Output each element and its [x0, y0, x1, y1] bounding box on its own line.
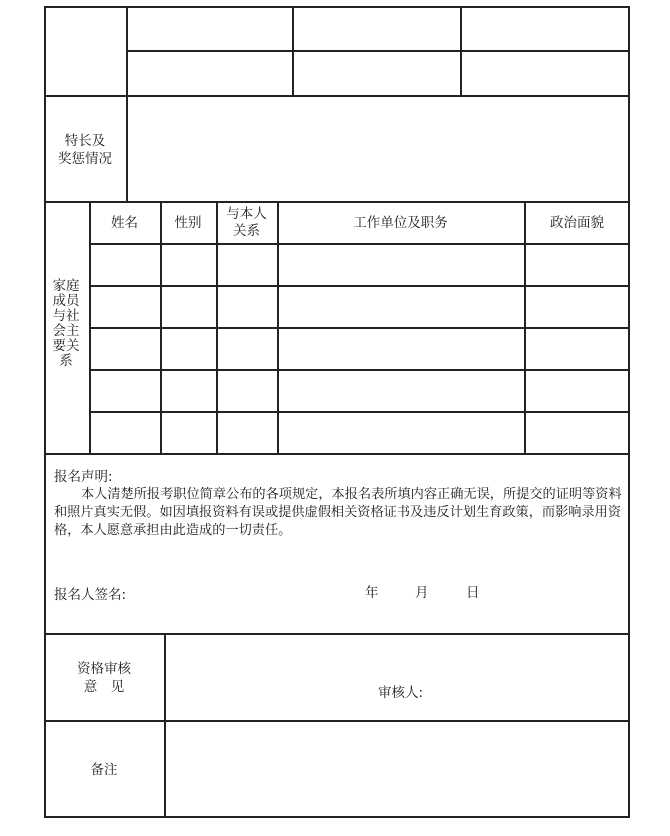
header-gender: 性别 — [174, 215, 202, 231]
date-year: 年 — [365, 585, 379, 601]
review-label-line2: 意 见 — [83, 679, 125, 695]
specialty-label-line2: 奖惩情况 — [58, 151, 112, 167]
family-row-1 — [89, 243, 630, 245]
family-row-4 — [89, 369, 630, 371]
remarks-label: 备注 — [90, 762, 118, 778]
review-divider — [164, 633, 166, 818]
declaration-text: 本人清楚所报考职位简章公布的各项规定，本报名表所填内容正确无误，所提交的证明等资料和照片真实无假。如因填报资料有误或提供虚假相关资格证书及违反计划生育政策，而影响录用资格，本人愿意承担由此造成的一切责任。 — [54, 487, 622, 538]
border-left — [44, 6, 46, 818]
family-relations-label: 家庭成员与社会主要关系 — [52, 278, 80, 369]
header-relation-line2: 关系 — [233, 223, 260, 239]
specialty-divider — [126, 95, 128, 202]
header-relation-line1: 与本人 — [226, 206, 267, 222]
declaration-title: 报名声明: — [54, 469, 113, 485]
header-politics: 政治面貌 — [550, 215, 604, 231]
review-label-line1: 资格审核 — [77, 661, 131, 677]
reviewer-label: 审核人: — [378, 685, 424, 701]
date-day: 日 — [466, 585, 480, 601]
family-bottom — [44, 453, 630, 455]
family-row-2 — [89, 285, 630, 287]
specialty-label-line1: 特长及 — [64, 133, 106, 149]
signature-label: 报名人签名: — [54, 587, 127, 603]
specialty-bottom — [44, 201, 630, 203]
border-top — [44, 6, 630, 8]
declaration-bottom — [44, 633, 630, 635]
top-row-line-1 — [126, 50, 630, 52]
date-month: 月 — [415, 585, 429, 601]
border-bottom — [44, 816, 630, 818]
header-work: 工作单位及职务 — [353, 215, 448, 231]
review-bottom — [44, 720, 630, 722]
family-row-5 — [89, 411, 630, 413]
family-row-3 — [89, 327, 630, 329]
header-name: 姓名 — [111, 215, 138, 231]
top-row-line-2 — [44, 95, 630, 97]
